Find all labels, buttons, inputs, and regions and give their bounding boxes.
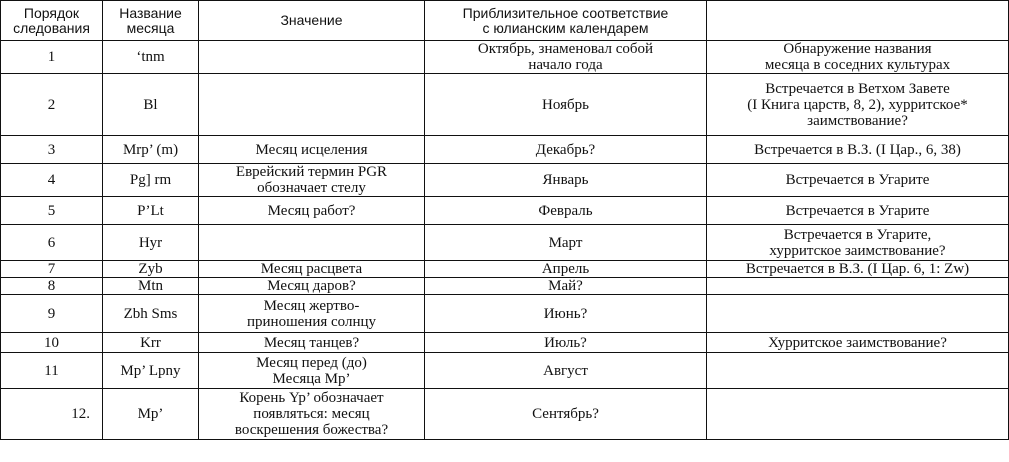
- table-row: [1, 136, 1009, 164]
- order-cell: 5: [1, 197, 103, 225]
- julian-cell: Март: [425, 225, 707, 261]
- table-row: [1, 389, 1009, 440]
- order-cell: 4: [1, 164, 103, 197]
- month-name-cell: ‘tnm: [103, 41, 199, 74]
- header-julian: Приблизительное соответствие с юлианским календарем: [425, 1, 707, 41]
- table-row: [1, 261, 1009, 278]
- table-row: [1, 278, 1009, 295]
- month-name-cell: Zbh Sms: [103, 295, 199, 333]
- month-name-cell: P’Lt: [103, 197, 199, 225]
- julian-cell: Декабрь?: [425, 136, 707, 164]
- meaning-cell: Месяц работ?: [199, 197, 425, 225]
- month-name-cell: Bl: [103, 74, 199, 136]
- header-month-name: Название месяца: [103, 1, 199, 41]
- julian-cell: Май?: [425, 278, 707, 295]
- month-name-cell: Mrp’ (m): [103, 136, 199, 164]
- meaning-cell: Месяц исцеления: [199, 136, 425, 164]
- julian-cell: Октябрь, знаменовал собой начало года: [425, 41, 707, 74]
- order-cell: 2: [1, 74, 103, 136]
- order-cell: 3: [1, 136, 103, 164]
- order-cell: 7: [1, 261, 103, 278]
- table-row: [1, 74, 1009, 136]
- meaning-cell: Месяц даров?: [199, 278, 425, 295]
- month-name-cell: Zyb: [103, 261, 199, 278]
- note-cell: Встречается в В.З. (I Цар., 6, 38): [707, 136, 1009, 164]
- meaning-cell: [199, 41, 425, 74]
- note-cell: [707, 278, 1009, 295]
- order-cell: 11: [1, 353, 103, 389]
- meaning-cell: Месяц жертво- приношения солнцу: [199, 295, 425, 333]
- header-meaning: Значение: [199, 1, 425, 41]
- table-row: [1, 225, 1009, 261]
- order-cell: 10: [1, 333, 103, 353]
- month-name-cell: Mtn: [103, 278, 199, 295]
- order-cell: 9: [1, 295, 103, 333]
- note-cell: Встречается в Угарите, хурритское заимствование?: [707, 225, 1009, 261]
- table-row: [1, 333, 1009, 353]
- note-cell: [707, 295, 1009, 333]
- note-cell: Встречается в В.З. (I Цар. 6, 1: Zw): [707, 261, 1009, 278]
- month-name-cell: Pg] rm: [103, 164, 199, 197]
- meaning-cell: Месяц перед (до) Месяца Mp’: [199, 353, 425, 389]
- julian-cell: Апрель: [425, 261, 707, 278]
- note-cell: Встречается в Угарите: [707, 164, 1009, 197]
- julian-cell: Июнь?: [425, 295, 707, 333]
- order-cell: 6: [1, 225, 103, 261]
- julian-cell: Сентябрь?: [425, 389, 707, 440]
- header-notes: [707, 1, 1009, 41]
- table-row: [1, 41, 1009, 74]
- month-name-cell: Mp’: [103, 389, 199, 440]
- meaning-cell: Корень Yp’ обозначает появляться: месяц воскрешения божества?: [199, 389, 425, 440]
- order-cell: 8: [1, 278, 103, 295]
- header-row: [1, 1, 1009, 41]
- note-cell: Хурритское заимствование?: [707, 333, 1009, 353]
- order-cell: 1: [1, 41, 103, 74]
- julian-cell: Январь: [425, 164, 707, 197]
- table-row: [1, 164, 1009, 197]
- order-cell: 12.: [1, 389, 103, 440]
- table-row: [1, 353, 1009, 389]
- month-name-cell: Krr: [103, 333, 199, 353]
- note-cell: [707, 353, 1009, 389]
- julian-cell: Ноябрь: [425, 74, 707, 136]
- meaning-cell: Месяц расцвета: [199, 261, 425, 278]
- meaning-cell: [199, 225, 425, 261]
- julian-cell: Февраль: [425, 197, 707, 225]
- table-row: [1, 295, 1009, 333]
- note-cell: Встречается в Угарите: [707, 197, 1009, 225]
- julian-cell: Июль?: [425, 333, 707, 353]
- table-row: [1, 197, 1009, 225]
- meaning-cell: [199, 74, 425, 136]
- month-name-cell: Hyr: [103, 225, 199, 261]
- header-order: Порядок следования: [1, 1, 103, 41]
- julian-cell: Август: [425, 353, 707, 389]
- meaning-cell: Месяц танцев?: [199, 333, 425, 353]
- month-name-cell: Mp’ Lpny: [103, 353, 199, 389]
- note-cell: Обнаружение названия месяца в соседних культурах: [707, 41, 1009, 74]
- meaning-cell: Еврейский термин PGR обозначает стелу: [199, 164, 425, 197]
- note-cell: Встречается в Ветхом Завете (I Книга царств, 8, 2), хурритское* заимствование?: [707, 74, 1009, 136]
- note-cell: [707, 389, 1009, 440]
